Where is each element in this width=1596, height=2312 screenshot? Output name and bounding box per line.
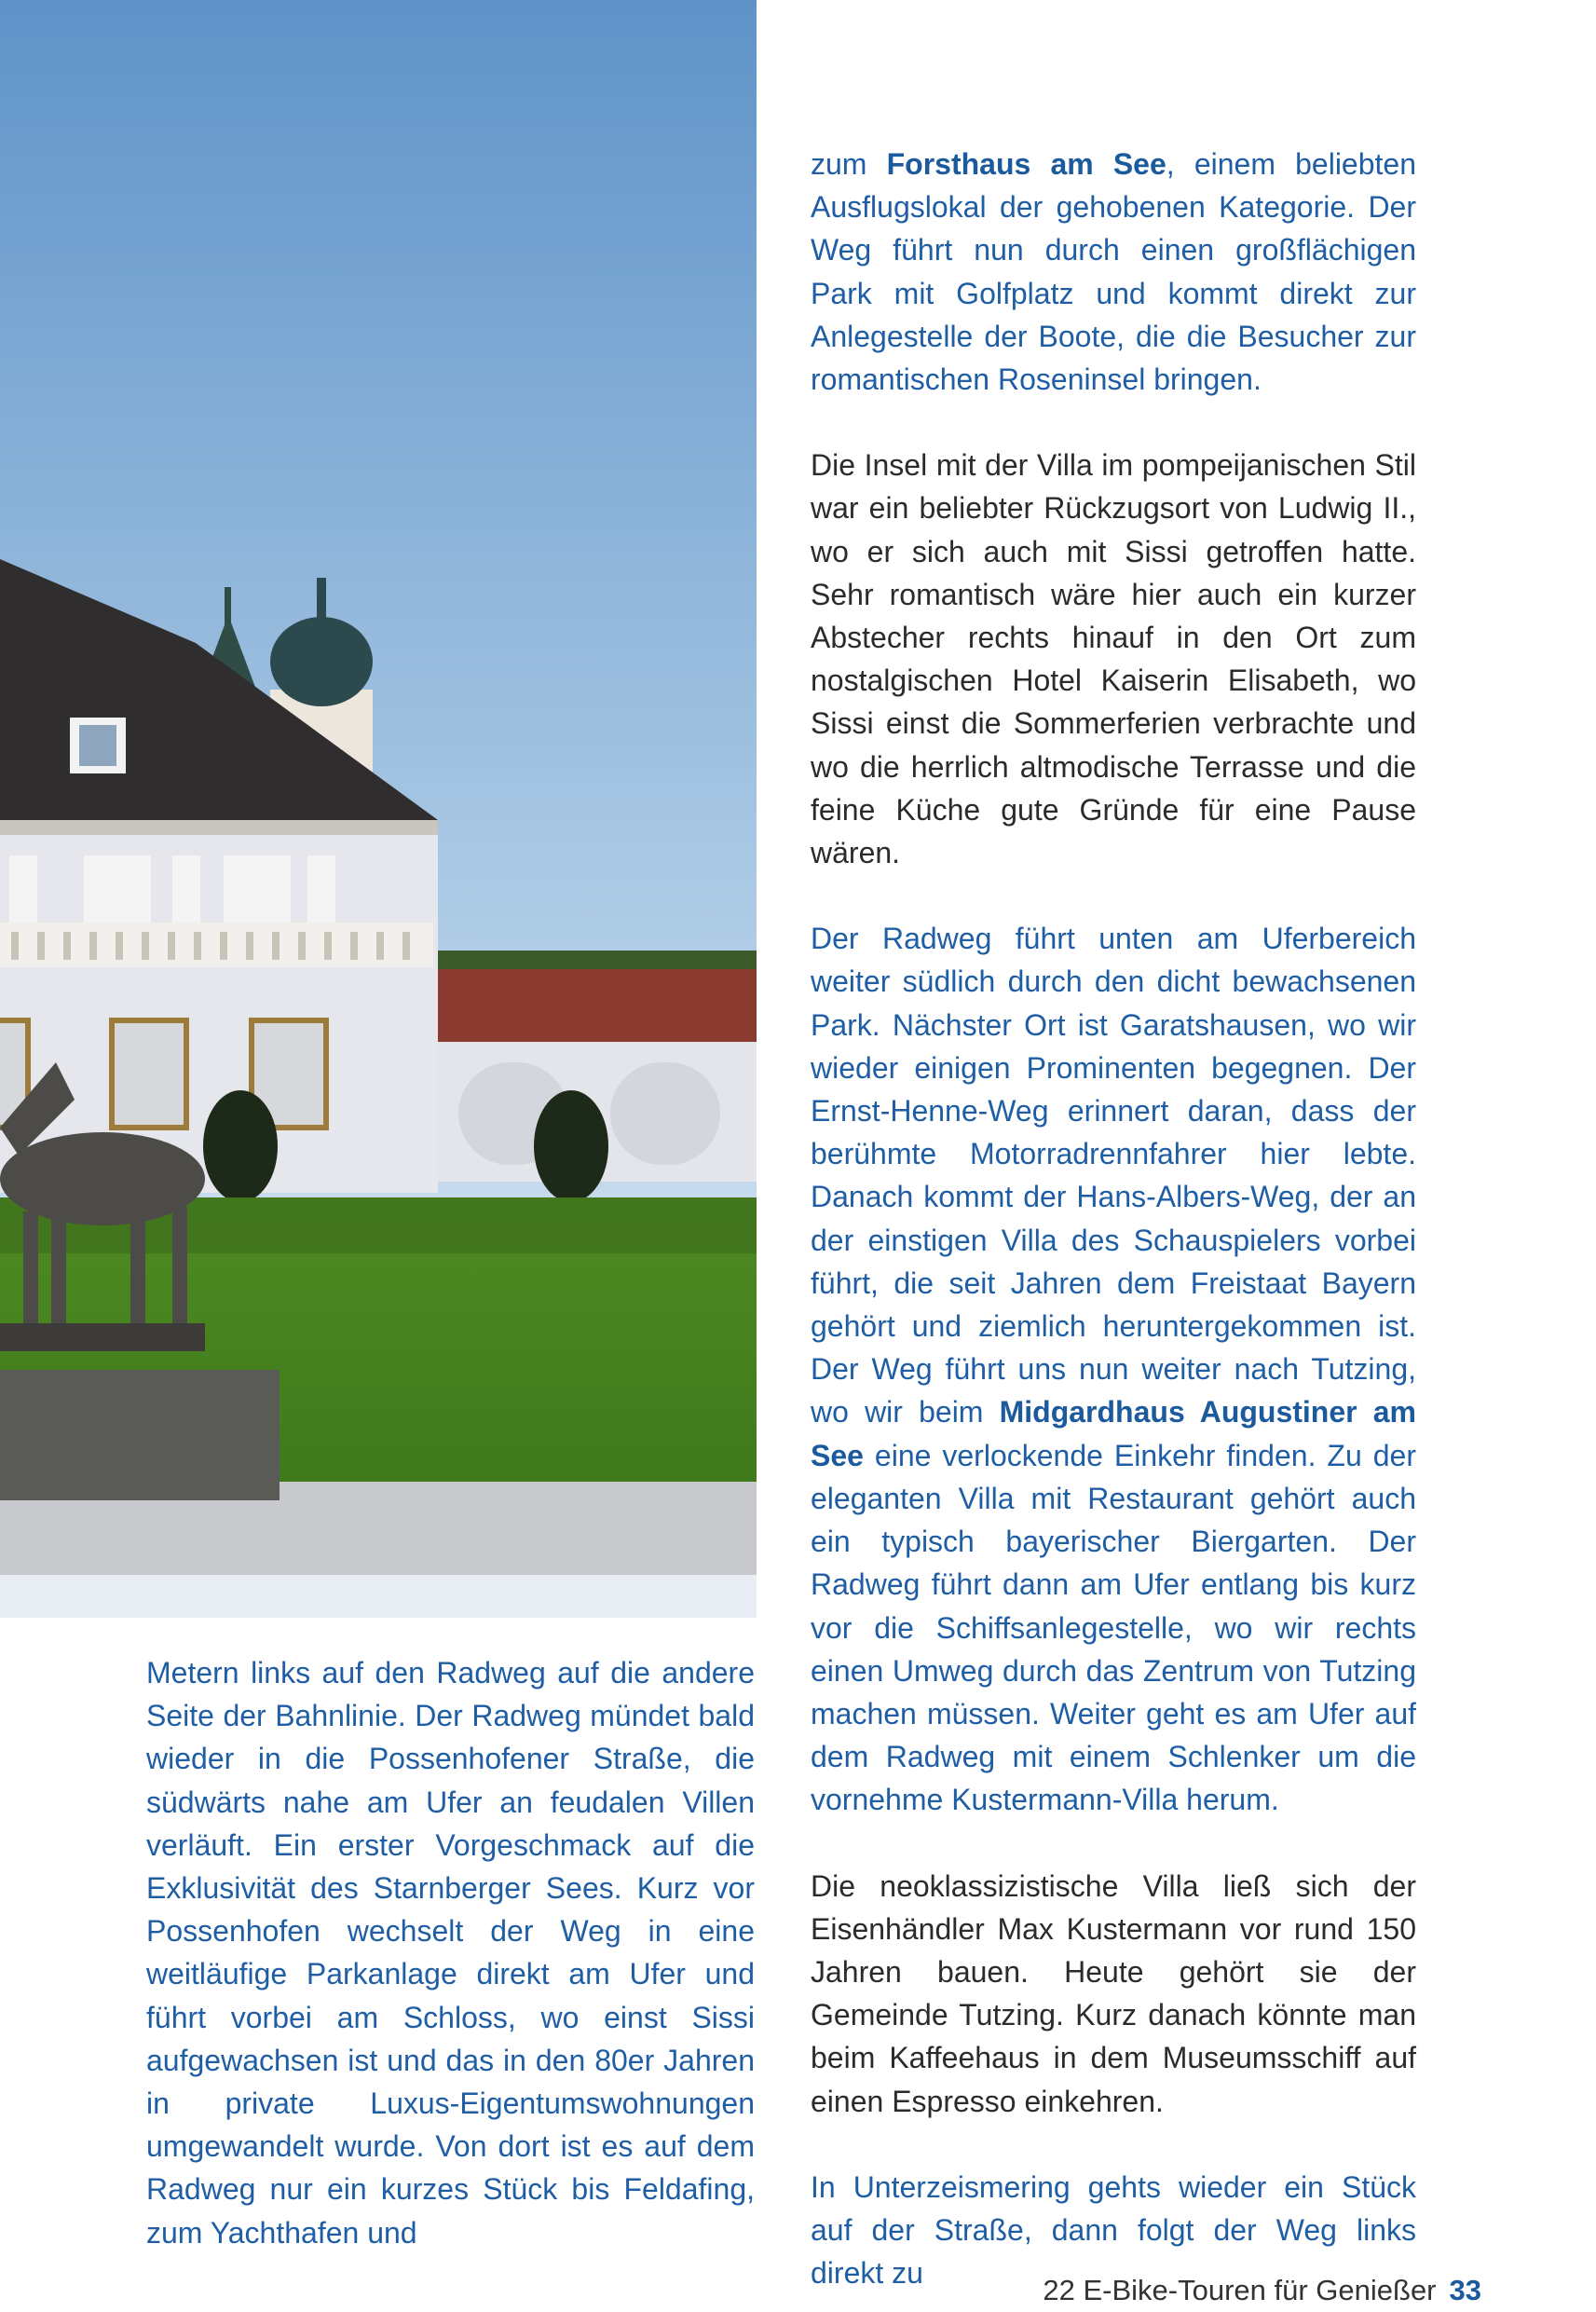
paragraph: Der Radweg führt unten am Uferbereich weiter südlich durch den dicht bewachsenen Park. Nächster Ort ist Garatshausen, wo wir wieder einigen Prominenten begegnen. Der Ernst-Henne-Weg erinnert daran, dass der berühmte Motorradrennfahrer hier lebte. Danach kommt der Hans-Albers-Weg, der an der einstigen Villa des Schauspielers vorbei führt, die seit Jahren dem Freistaat Bayern gehört und ziemlich heruntergekommen ist. Der Weg führt uns nun weiter nach Tutzing, wo wir beim Midgardhaus Augustiner am See eine verlockende Einkehr finden. Zu der eleganten Villa mit Restaurant gehört auch ein typisch bayerischer Biergarten. Der Radweg führt dann am Ufer entlang bis kurz vor die Schiffsanlegestelle, wo wir rechts einen Umweg durch das Zentrum von Tutzing machen müssen. Weiter geht es am Ufer auf dem Radweg mit einem Schlenker um die vornehme Kustermann-Villa herum. — [811, 922, 1416, 1817]
paragraph: Die neoklassizistische Villa ließ sich der Eisenhändler Max Kustermann vor rund 150 Jahren bauen. Heute gehört sie der Gemeinde Tutzing. Kurz danach könnte man beim Kaffeehaus in dem Museumsschiff auf einen Espresso einkehren. — [811, 1868, 1416, 2118]
paragraph: In Unterzeismering gehts wieder ein Stück auf der Straße, dann folgt der Weg links direkt zu — [811, 2169, 1416, 2291]
castle-photo — [0, 0, 757, 1575]
paragraph: Metern links auf den Radweg auf die andere Seite der Bahnlinie. Der Radweg mündet bald wieder in die Possenhofener Straße, die südwärts nahe am Ufer an feudalen Villen verläuft. Ein erster Vorgeschmack auf die Exklusivität des Starnberger Sees. Kurz vor Possenhofen wechselt der Weg in eine weitläufige Parkanlage direkt am Ufer und führt vorbei am Schloss, wo einst Sissi aufgewachsen ist und das in den 80er Jahren in private Luxus-Eigentumswohnungen umgewandelt wurde. Von dort ist es auf dem Radweg nur ein kurzes Stück bis Feldafing, zum Yachthafen und — [146, 1656, 755, 2250]
book-title: 22 E-Bike-Touren für Genießer — [1043, 2274, 1437, 2306]
right-text-column — [811, 143, 1416, 2294]
left-text-column — [146, 1651, 755, 2254]
paragraph: zum Forsthaus am See, einem beliebten Ausflugslokal der gehobenen Kategorie. Der Weg führt nun durch einen großflächigen Park mit Golfplatz und kommt direkt zur Anlegestelle der Boote, die die Besucher zur romantischen Roseninsel bringen. — [811, 147, 1417, 397]
highlight-midgardhaus: Midgardhaus Augustiner am See — [811, 1395, 1416, 1472]
paragraph: Die Insel mit der Villa im pompeijanischen Stil war ein beliebter Rückzugsort von Ludwig II., wo er sich auch mit Sissi getroffen hatte. Sehr romantisch wäre hier auch ein kurzer Abstecher rechts hinauf in den Ort zum nostalgischen Hotel Kaiserin Elisabeth, wo Sissi einst die Sommerferien verbrachte und wo die herrlich altmodische Terrasse und die feine Küche gute Gründe für eine Pause wären. — [811, 448, 1416, 870]
highlight-forsthaus: Forsthaus am See — [886, 147, 1166, 181]
image-bottom-band — [0, 1575, 757, 1618]
page-number: 33 — [1449, 2274, 1481, 2306]
page-footer — [1043, 2274, 1481, 2307]
